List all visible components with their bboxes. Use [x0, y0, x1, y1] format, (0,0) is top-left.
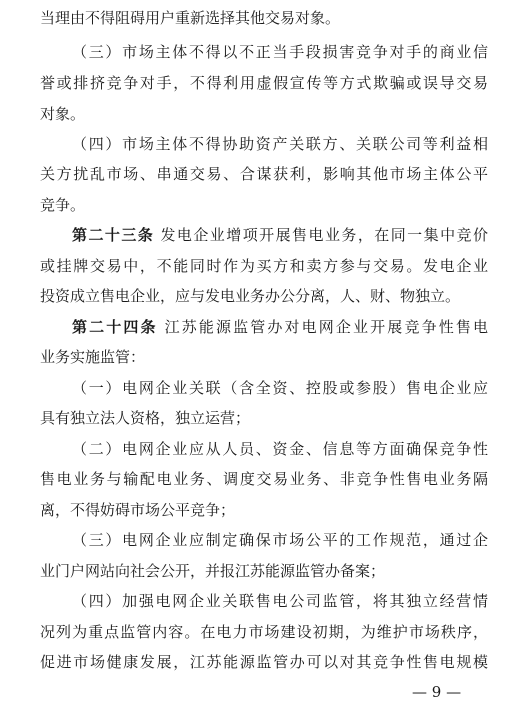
article-23-line-1: 第二十三条 发电企业增项开展售电业务，在同一集中竞价	[72, 226, 488, 244]
article-24-line-1: 第二十四条 江苏能源监管办对电网企业开展竞争性售电	[72, 318, 488, 336]
page-number: — 9 —	[412, 683, 462, 701]
list-item-4-line-1: （四）加强电网企业关联售电公司监管，将其独立经营情	[72, 592, 488, 610]
list-item-4-line-3: 促进市场健康发展，江苏能源监管办可以对其竞争性售电规模	[40, 653, 488, 671]
article-24-number: 第二十四条	[72, 318, 158, 336]
paragraph-line-4: 对象。	[40, 105, 86, 123]
list-item-1-line-1: （一）电网企业关联（含全资、控股或参股）售电企业应	[72, 379, 488, 397]
paragraph-line-3: 誉或排挤竞争对手，不得利用虚假宣传等方式欺骗或误导交易	[40, 74, 488, 92]
list-item-2-line-2: 售电业务与输配电业务、调度交易业务、非竞争性售电业务隔	[40, 470, 488, 488]
article-23-line-2: 或挂牌交易中，不能同时作为买方和卖方参与交易。发电企业	[40, 257, 488, 275]
article-23-line-3: 投资成立售电企业，应与发电业务办公分离，人、财、物独立。	[40, 287, 461, 305]
paragraph-line-2: （三）市场主体不得以不正当手段损害竞争对手的商业信	[72, 43, 488, 61]
list-item-1-line-2: 具有独立法人资格，独立运营；	[40, 409, 251, 427]
article-23-number: 第二十三条	[72, 226, 155, 244]
paragraph-line-1: 当理由不得阻碍用户重新选择其他交易对象。	[40, 9, 341, 27]
paragraph-line-5: （四）市场主体不得协助资产关联方、关联公司等利益相	[72, 135, 488, 153]
list-item-4-line-2: 况列为重点监管内容。在电力市场建设初期，为维护市场秩序，	[40, 623, 488, 641]
paragraph-line-6: 关方扰乱市场、串通交易、合谋获利，影响其他市场主体公平	[40, 165, 488, 183]
list-item-2-line-1: （二）电网企业应从人员、资金、信息等方面确保竞争性	[72, 440, 488, 458]
paragraph-line-7: 竞争。	[40, 196, 86, 214]
list-item-3-line-2: 业门户网站向社会公开，并报江苏能源监管办备案；	[40, 562, 386, 580]
article-24-line-2: 业务实施监管：	[40, 348, 146, 366]
list-item-2-line-3: 离，不得妨碍市场公平竞争；	[40, 501, 236, 519]
list-item-3-line-1: （三）电网企业应制定确保市场公平的工作规范，通过企	[72, 531, 488, 549]
